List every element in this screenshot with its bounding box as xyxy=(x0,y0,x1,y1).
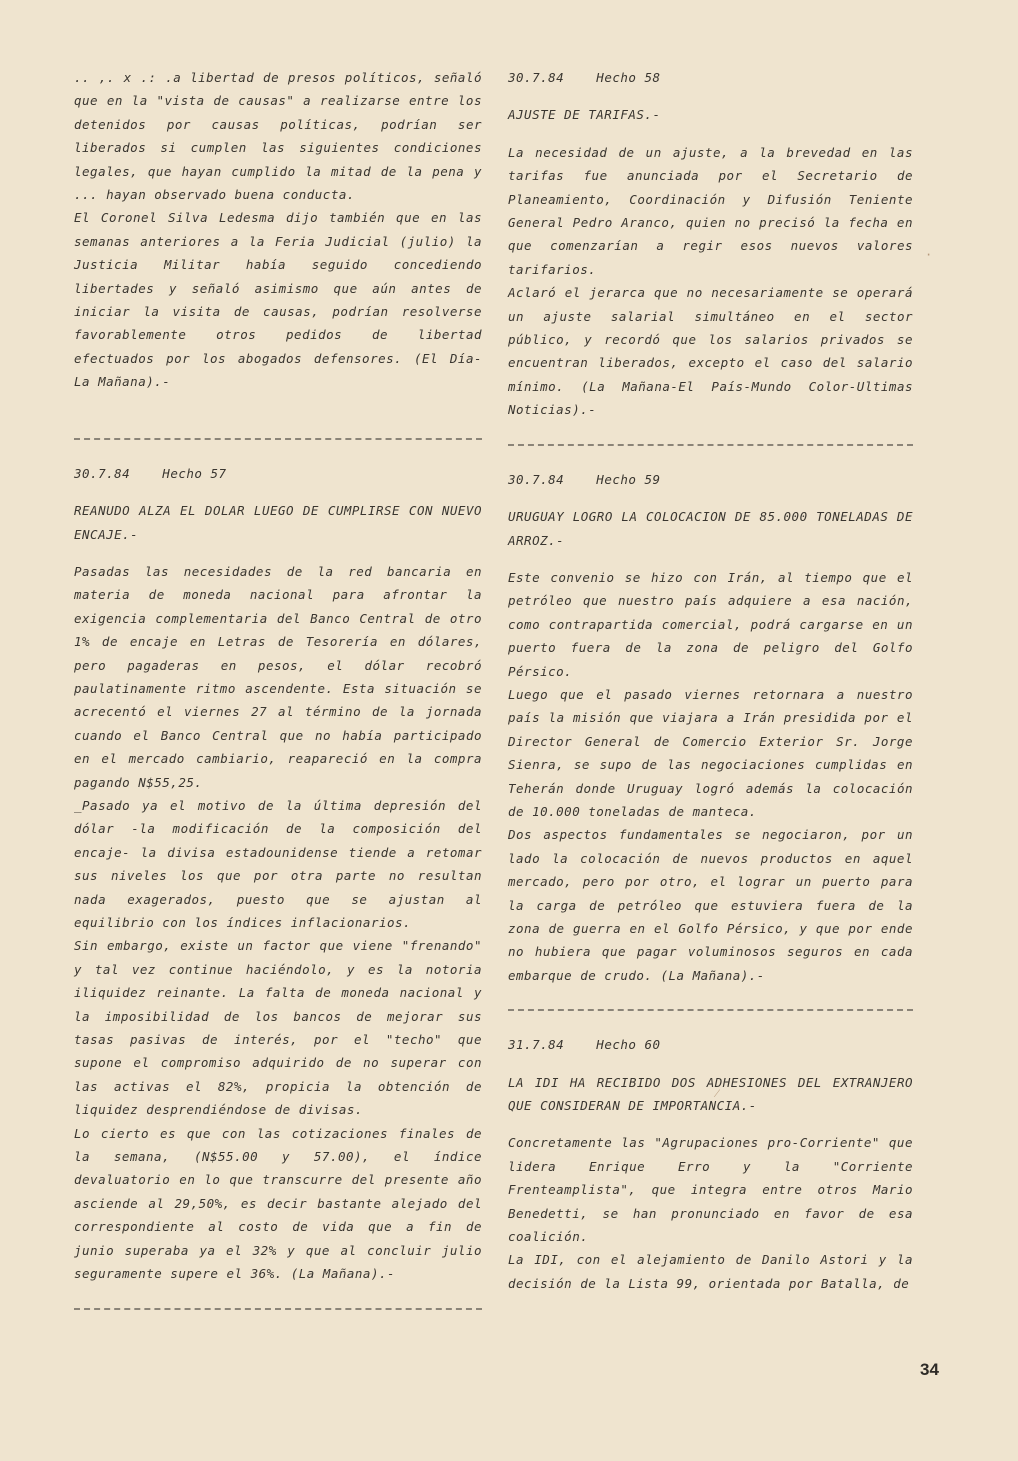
fact-56-continuation-2: El Coronel Silva Ledesma dijo también que en las semanas anteriores a la Feria Judicial (julio) la Justicia Militar había seguido concediendo libertades y señaló asimismo que aún antes de iniciar la visita de causas, podrían resolverse favorablemente otros pedidos de libertad efectuados por los abogados defensores. (El Día- La Mañana).- xyxy=(74,210,482,390)
fact-date: 30.7.84 xyxy=(74,465,131,481)
fact-title: LA IDI HA RECIBIDO DOS ADHESIONES DEL EXTRANJERO QUE CONSIDERAN DE IMPORTANCIA.- xyxy=(508,1074,913,1114)
fact-paragraph: La IDI, con el alejamiento de Danilo Astori y la decisión de la Lista 99, orientada por Batalla, de xyxy=(508,1252,913,1291)
fact-paragraph: Dos aspectos fundamentales se negociaron, por un lado la colocación de nuevos productos en aquel mercado, pero por otro, el lograr un puerto para la carga de petróleo que estuviera fuera de la zona de guerra en el Golfo Pérsico, y que por ende no hubiera que pagar voluminosos seguros en cada embarque de crudo. (La Mañana).- xyxy=(508,827,913,983)
fact-header xyxy=(508,468,913,491)
fact-57 xyxy=(74,462,482,1286)
fact-title: AJUSTE DE TARIFAS.- xyxy=(508,107,661,123)
fact-date: 31.7.84 xyxy=(508,1037,565,1053)
fact-56-continuation: .. ,. x .: .a libertad de presos políticos, señaló que en la "vista de causas" a realizarse entre los detenidos por causas políticas, podrían ser liberados si cumplen las siguientes condiciones legales, que hayan cumplido la mitad de la pena y ... hayan observado buena conducta. xyxy=(74,70,482,203)
fact-paragraph: Luego que el pasado viernes retornara a nuestro país la misión que viajara a Irán presidida por el Director General de Comercio Exterior Sr. Jorge Sienra, se supo de las negociaciones cumplidas en Teherán donde Uruguay logró además la colocación de 10.000 toneladas de manteca. xyxy=(508,686,913,819)
fact-paragraph: Pasadas las necesidades de la red bancaria en materia de moneda nacional para afrontar la exigencia complementaria del Banco Central de otro 1% de encaje en Letras de Tesorería en dólares, pero pagaderas en pesos, el dólar recobró paulatinamente ritmo ascendente. Esta situación se acrecentó el viernes 27 al término de la jornada cuando el Banco Central que no había participado en el mercado cambiario, reapareció en la compra pagando N$55,25. xyxy=(74,563,482,790)
fact-label: Hecho 59 xyxy=(596,471,661,487)
right-column xyxy=(508,66,913,1295)
fact-paragraph: Concretamente las "Agrupaciones pro-Corriente" que lidera Enrique Erro y la "Corriente Frenteamplista", que integra entre otros Mario Benedetti, se han pronunciado en favor de esa coalición. xyxy=(508,1135,913,1245)
dot-mark: · xyxy=(925,248,933,262)
fact-paragraph: Lo cierto es que con las cotizaciones finales de la semana, (N$55.00 y 57.00), el índice devaluatorio en lo que transcurre del presente año asciende al 29,50%, es decir bastante alejado del correspondiente al costo de vida que a fin de junio superaba ya el 32% y que al concluir julio seguramente supere el 36%. (La Mañana).- xyxy=(74,1125,482,1282)
left-column xyxy=(74,66,482,1310)
fact-paragraph: Sin embargo, existe un factor que viene "frenando" y tal vez continue haciéndolo, y es la notoria iliquidez reinante. La falta de moneda nacional y la imposibilidad de los bancos de mejorar sus tasas pasivas de interés, por el "techo" que supone el compromiso adquirido de no superar con las activas el 82%, propicia la obtención de liquidez desprendiéndose de divisas. xyxy=(74,938,482,1118)
fact-date: 30.7.84 xyxy=(508,471,565,487)
fact-60 xyxy=(508,1033,913,1295)
fact-date: 30.7.84 xyxy=(508,70,565,85)
fact-title: URUGUAY LOGRO LA COLOCACION DE 85.000 TONELADAS DE ARROZ.- xyxy=(508,509,913,548)
page-number: 34 xyxy=(920,1360,939,1379)
fact-label: Hecho 58 xyxy=(596,70,661,85)
fact-title: REANUDO ALZA EL DOLAR LUEGO DE CUMPLIRSE CON NUEVO ENCAJE.- xyxy=(74,503,482,542)
fact-header xyxy=(508,66,913,89)
fact-paragraph: Aclaró el jerarca que no necesariamente se operará un ajuste salarial simultáneo en el sector público, y recordó que los salarios privados se encuentran liberados, excepto el caso del salario mínimo. (La Mañana-El País-Mundo Color-Ultimas Noticias).- xyxy=(508,285,913,418)
fact-header xyxy=(508,1033,913,1056)
fact-paragraph: La necesidad de un ajuste, a la brevedad en las tarifas fue anunciada por el Secretario de Planeamiento, Coordinación y Difusión Teniente General Pedro Aranco, quien no precisó la fecha en que comenzarían a regir esos nuevos valores tarifarios. xyxy=(508,144,913,277)
fact-paragraph: _Pasado ya el motivo de la última depresión del dólar -la modificación de la composición del encaje- la divisa estadounidense tiende a retomar sus niveles los que por otra parte no resultan nada exagerados, puesto que se ajustan al equilibrio con los índices inflacionarios. xyxy=(74,797,482,930)
fact-label: Hecho 60 xyxy=(596,1037,661,1053)
fact-header xyxy=(74,462,482,485)
fact-59 xyxy=(508,468,913,988)
fact-paragraph: Este convenio se hizo con Irán, al tiempo que el petróleo que nuestro país adquiere a esa nación, como contrapartida comercial, podrá cargarse en un puerto fuera de la zona de peligro del Golfo Pérsico. xyxy=(508,569,913,679)
pen-mark: ⁄ xyxy=(716,1086,719,1100)
section-separator xyxy=(74,1308,482,1310)
fact-58 xyxy=(508,66,913,422)
fact-label: Hecho 57 xyxy=(162,465,227,481)
